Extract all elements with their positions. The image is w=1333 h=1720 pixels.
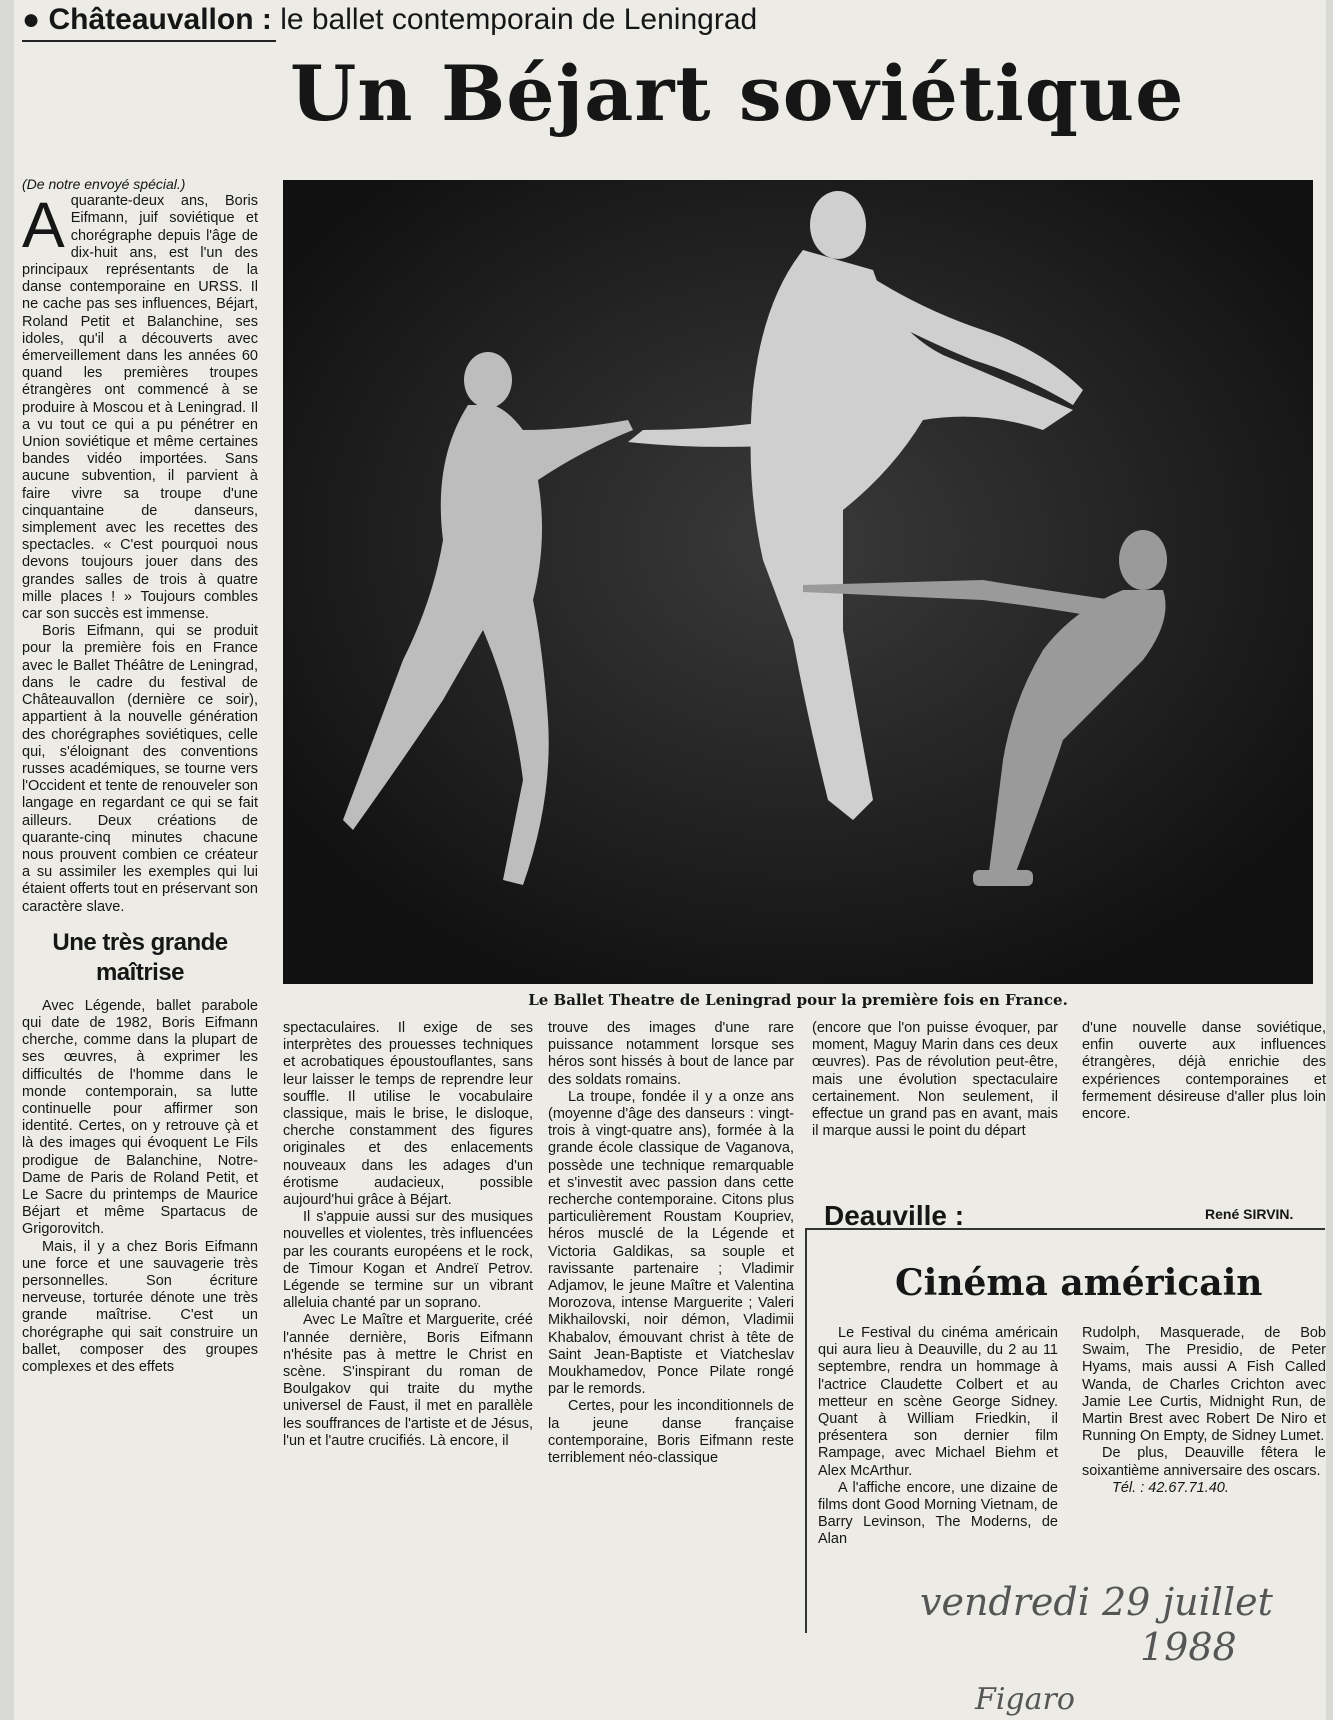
article-column-2 — [283, 1020, 533, 1450]
author-signature: René SIRVIN. — [1205, 1206, 1294, 1222]
article-column-5 — [1082, 1020, 1326, 1123]
kicker-bullet: ● — [22, 3, 41, 36]
paragraph: Avec Le Maître et Marguerite, créé l'année dernière, Boris Eifmann n'hésite pas à mettre le Christ en scène. S'inspirant du roman de Boulgakov qui traite du mythe universel de Faust, il met en parallèle les souffrances de l'artiste et de Jésus, l'un et l'autre crucifiés. Là encore, il — [283, 1312, 533, 1449]
paragraph: Mais, il y a chez Boris Eifmann une force et une sauvagerie très personnelles. Son écriture nerveuse, torturée dénote une très grande maîtrise. C'est un chorégraphe qui sait construire un ballet, composer des groupes complexes et des effets — [22, 1238, 258, 1375]
paragraph: d'une nouvelle danse soviétique, enfin ouverte aux influences étrangères, déjà enrichie des expériences contemporaines et fermement désireuse d'aller plus loin encore. — [1082, 1020, 1326, 1123]
sidebar-column-1 — [818, 1325, 1058, 1549]
paragraph: A l'affiche encore, une dizaine de films dont Good Morning Vietnam, de Barry Levinson, The Moderns, de Alan — [818, 1479, 1058, 1548]
paragraph: Boris Eifmann, qui se produit pour la première fois en France avec le Ballet Théâtre de Leningrad, dans le cadre du festival de Châteauvallon (dernière ce soir), appartient à la nouvelle génération des chorégraphes soviétiques, celle qui, s'éloignant des conventions russes académiques, se tourne vers l'Occident et tente de renouveler son langage en regardant ce qui se fait ailleurs. Deux créations de quarante-cinq minutes chacune nous prouvent combien ce créateur a su assimiler les exemples qui lui étaient offerts tout en préservant son caractère slave. — [22, 623, 258, 915]
drop-cap: A — [22, 189, 65, 262]
photo-caption: Le Ballet Theatre de Leningrad pour la première fois en France. — [528, 991, 1068, 1009]
envoy-note: (De notre envoyé spécial.) — [22, 176, 186, 192]
sidebar-left-border — [805, 1228, 807, 1633]
article-column-1 — [22, 176, 258, 1376]
paragraph: Avec Légende, ballet parabole qui date de 1982, Boris Eifmann cherche, comme dans la plupart de ses œuvres, à exprimer les difficultés de l'homme dans le monde contemporain, sa lutte continuelle pour affirmer son identité. Certes, on y retrouve çà et là des images qui évoquent Le Fils prodigue de Balanchine, Notre-Dame de Paris de Roland Petit, et Le Sacre du printemps de Maurice Béjart et même Spartacus de Grigorovitch. — [22, 997, 258, 1238]
kicker-underline — [22, 40, 276, 42]
subheading: Une très grande maîtrise — [52, 928, 228, 986]
sidebar-title: Cinéma américain — [895, 1262, 1263, 1304]
paragraph: Il s'appuie aussi sur des musiques nouvelles et violentes, très influencées par les courants européens et le rock, de Timour Kogan et Andreï Petrov. Légende se termine sur un vibrant alleluia chanté par un soprano. — [283, 1209, 533, 1312]
ballet-dancers-image — [283, 180, 1313, 984]
article-column-3 — [548, 1020, 794, 1467]
paragraph: Le Festival du cinéma américain qui aura lieu à Deauville, du 2 au 11 septembre, rendra un hommage à l'actrice Claudette Colbert et au metteur en scène George Sidney. Quant à William Friedkin, il présentera son dernier film Rampage, avec Michael Biehm et Alex McArthur. — [818, 1325, 1058, 1479]
handwritten-date: vendredi 29 juillet — [920, 1580, 1273, 1624]
paragraph: Certes, pour les inconditionnels de la jeune danse française contemporaine, Boris Eifmann reste terriblement néo-classique — [548, 1398, 794, 1467]
headline: Un Béjart soviétique — [290, 49, 1185, 138]
paragraph: trouve des images d'une rare puissance notamment lorsque ses héros sont hissés à bout de lance par des soldats romains. — [548, 1020, 794, 1088]
paragraph: (encore que l'on puisse évoquer, par moment, Maguy Marin dans ces deux œuvres). Pas de révolution peut-être, mais une évolution spectaculaire certainement. Non seulement, il effectue un grand pas en avant, mais il marque aussi le point du départ — [812, 1020, 1058, 1140]
dance-photo — [283, 180, 1313, 984]
sidebar-phone: Tél. : 42.67.71.40. — [1112, 1479, 1229, 1496]
sidebar-kicker: Deauville : — [824, 1200, 965, 1231]
kicker-place: Châteauvallon : — [48, 3, 272, 36]
lead-paragraph — [22, 189, 258, 623]
sidebar-column-2 — [1082, 1325, 1326, 1497]
paragraph: Rudolph, Masquerade, de Bob Swaim, The Presidio, de Peter Hyams, mais aussi A Fish Called Wanda, de Charles Crichton avec Jamie Lee Curtis, Midnight Run, de Martin Brest avec Robert De Niro et Running On Empty, de Sidney Lumet. — [1082, 1325, 1326, 1445]
handwritten-source: Figaro — [975, 1682, 1075, 1717]
section-kicker — [22, 2, 757, 38]
handwritten-year: 1988 — [1140, 1625, 1237, 1669]
paragraph: spectaculaires. Il exige de ses interprètes des prouesses techniques et acrobatiques époustouflantes, sans leur laisser le temps de reprendre leur souffle. Il utilise le vocabulaire classique, mais le brise, le disloque, cherche constamment des figures originales et des enlacements nouveaux dans les adages d'un érotisme audacieux, possible aujourd'hui grâce à Béjart. — [283, 1020, 533, 1209]
lead-text: quarante-deux ans, Boris Eifmann, juif soviétique et chorégraphe depuis l'âge de dix-huit ans, est l'un des principaux représentants de la danse contemporaine en URSS. Il ne cache pas ses influences, Béjart, Roland Petit et Balanchine, ses idoles, qu'il a découverts avec émerveillement dans les années 60 quand les premières troupes étrangères ont commencé à se produire à Moscou et à Leningrad. Il a vu tout ce qui a pu pénétrer en Union soviétique et même certaines bandes vidéo importées. Sans aucune subvention, il parvient à faire vivre sa troupe d'une cinquantaine de danseurs, simplement avec les recettes des spectacles. « C'est pourquoi nous devons toujours jouer dans des grandes salles de trois à quatre mille places ! » Toujours combles car son succès est immense. — [22, 193, 258, 623]
article-column-4 — [812, 1020, 1058, 1140]
paragraph: De plus, Deauville fêtera le soixantième anniversaire des oscars. — [1082, 1445, 1326, 1479]
paragraph: La troupe, fondée il y a onze ans (moyenne d'âge des danseurs : vingt-trois à vingt-quatre ans), formée à la grande école classique de Vaganova, possède une technique remarquable et s'investit avec passion dans cette recherche contemporaine. Citons plus particulièrement Roustam Koupriev, héros musclé de la Légende et Victoria Galdikas, sa souple et ravissante partenaire ; Vladimir Adjamov, le jeune Maître et Valentina Morozova, intense Marguerite ; Valeri Mikhailovski, noir démon, Vladimii Khabalov, émouvant christ à tête de Saint Jean-Baptiste et Viatcheslav Moukhamedov, Ponce Pilate rongé par le remords. — [548, 1088, 794, 1398]
kicker-topic: le ballet contemporain de Leningrad — [280, 3, 758, 36]
